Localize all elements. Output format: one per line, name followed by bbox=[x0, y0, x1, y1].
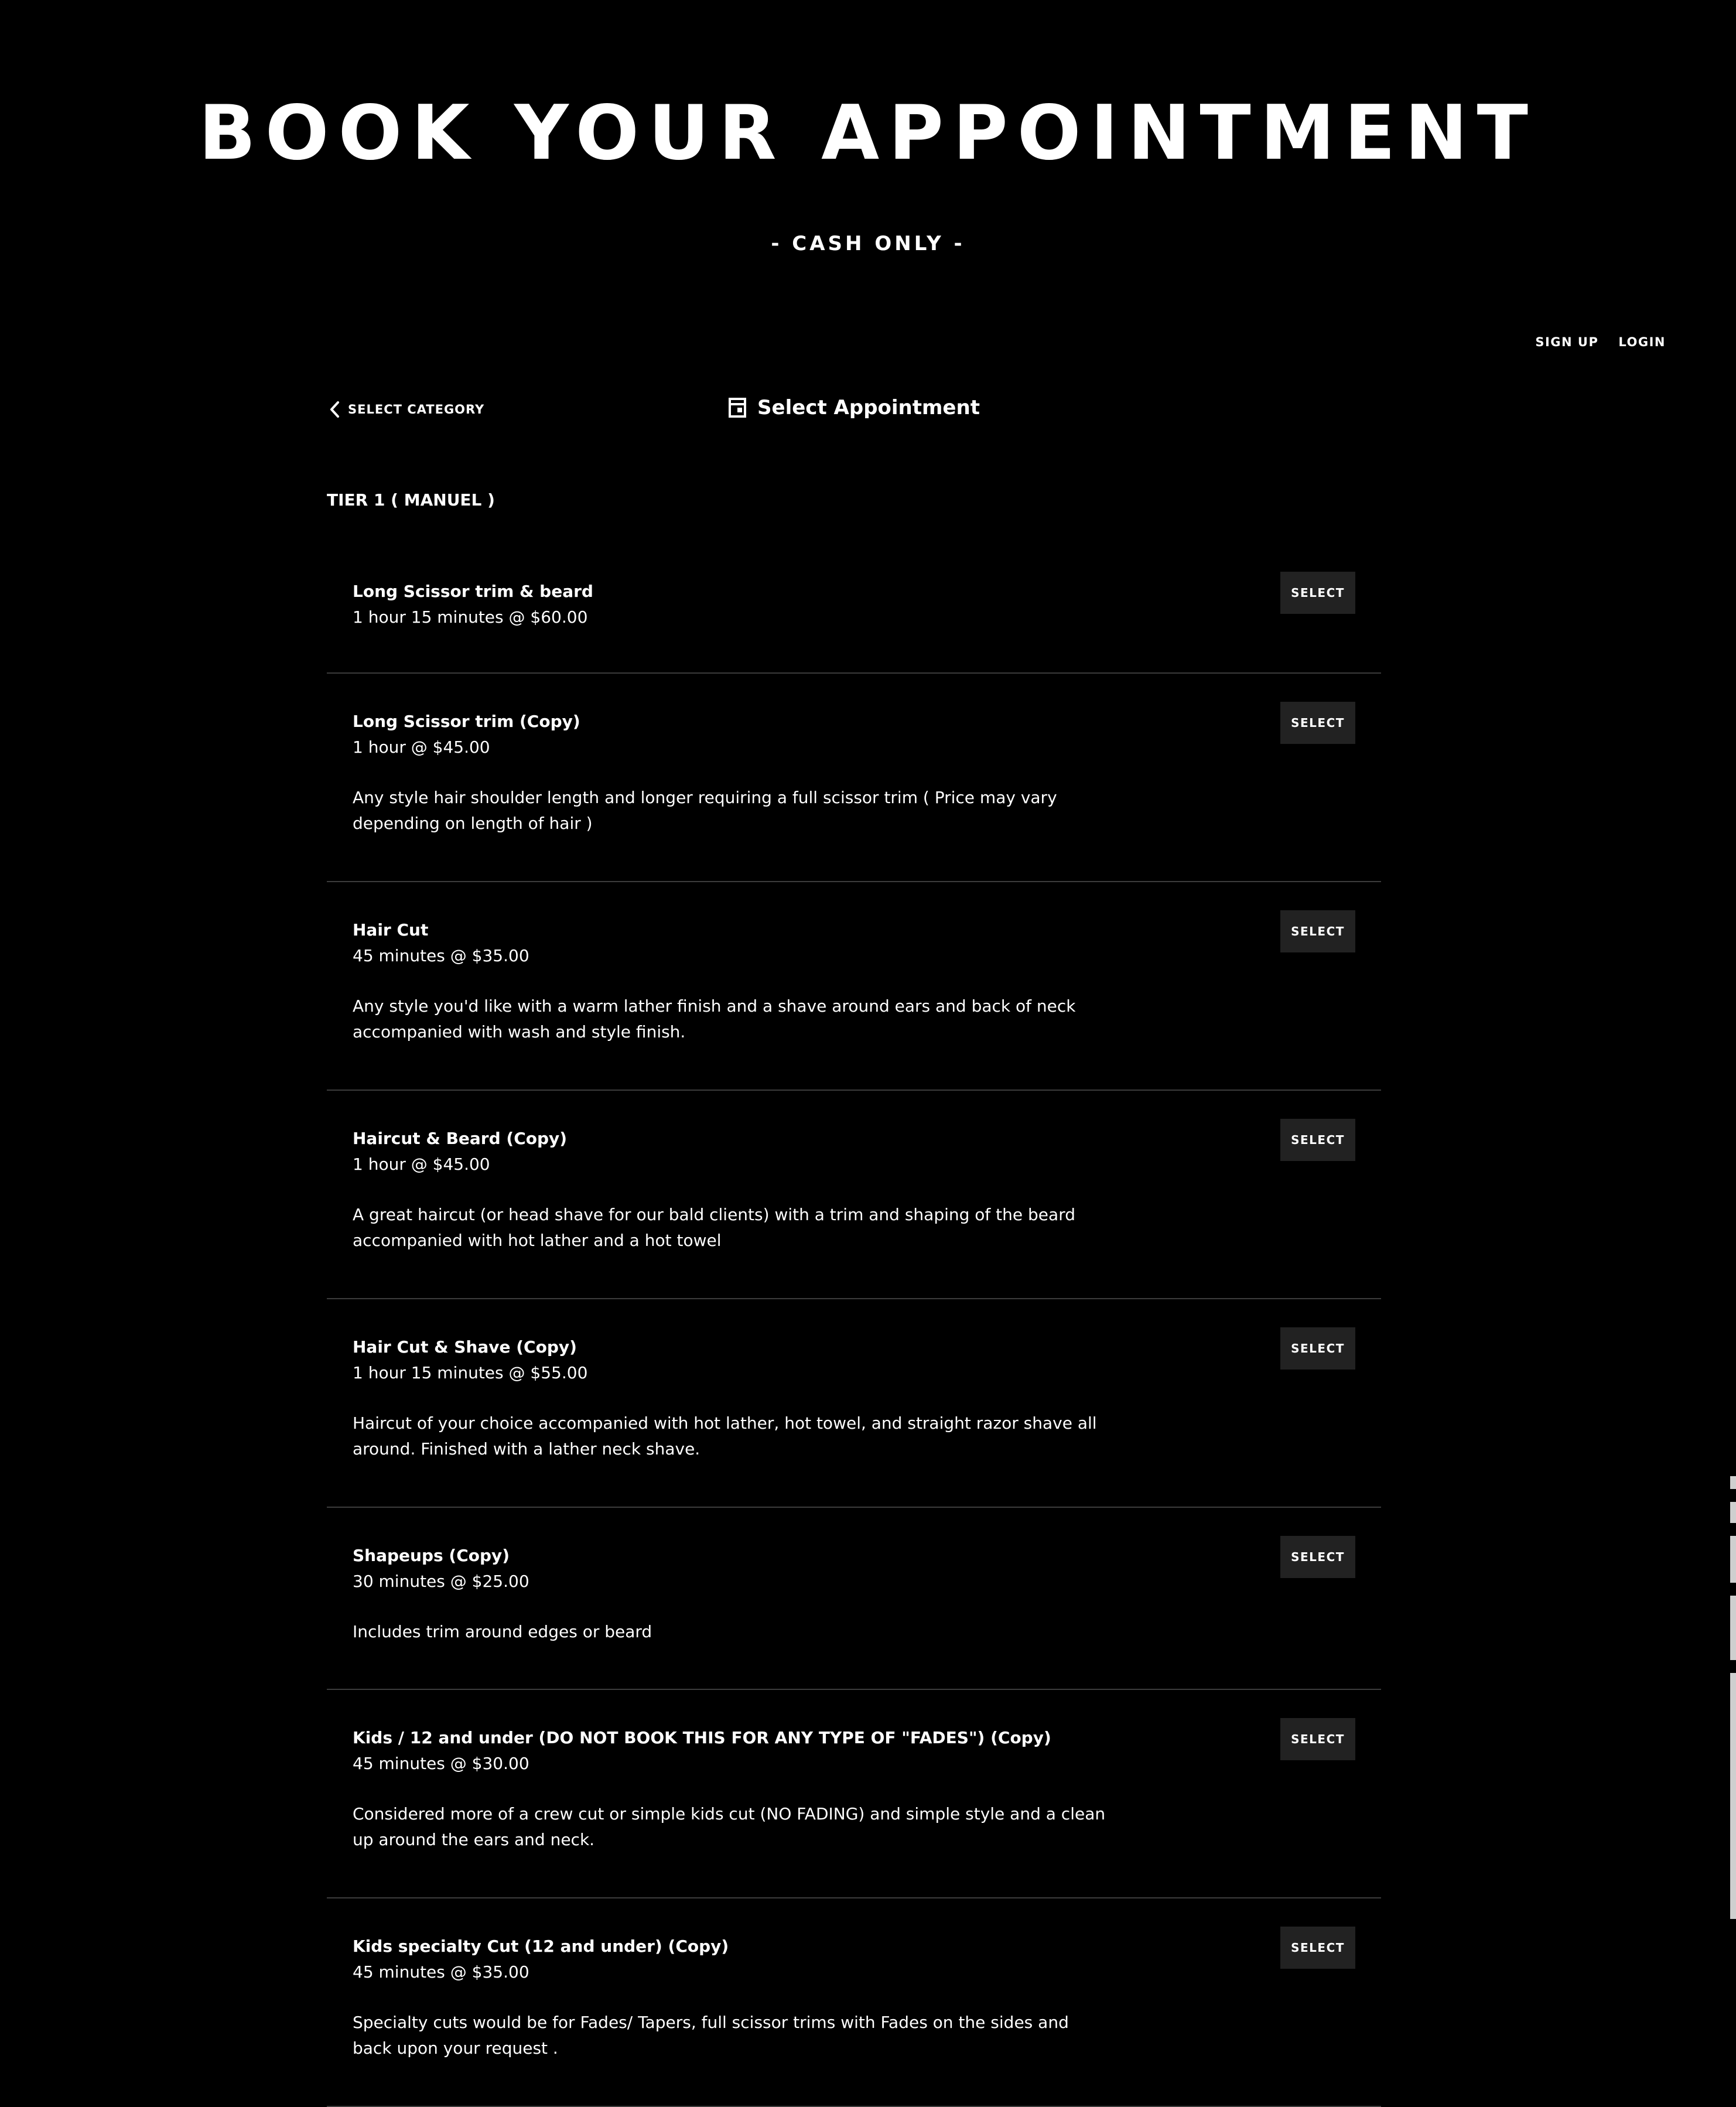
category-name: TIER 1 ( MANUEL ) bbox=[327, 490, 495, 510]
select-appointment-button[interactable]: SELECT bbox=[1280, 1327, 1355, 1370]
appointment-description: A great haircut (or head shave for our bald clients) with a trim and shaping of the beard accompanied with hot lather and a hot towel bbox=[353, 1205, 1075, 1250]
appointment-description: Any style hair shoulder length and longer requiring a full scissor trim ( Price may vary depending on length of hair ) bbox=[353, 788, 1057, 833]
select-appointment-button[interactable]: SELECT bbox=[1280, 1927, 1355, 1969]
panel-header bbox=[327, 387, 1381, 443]
appointment-name: Hair Cut bbox=[353, 920, 429, 940]
appointment-duration-price: 45 minutes @ $30.00 bbox=[353, 1754, 529, 1773]
select-appointment-button[interactable]: SELECT bbox=[1280, 702, 1355, 744]
appointment-name: Long Scissor trim & beard bbox=[353, 582, 593, 601]
select-appointment-button[interactable]: SELECT bbox=[1280, 1536, 1355, 1578]
panel-title-text: Select Appointment bbox=[757, 396, 980, 419]
appointment-name: Kids specialty Cut (12 and under) (Copy) bbox=[353, 1937, 729, 1956]
appointment-item bbox=[327, 1690, 1381, 1898]
appointment-list bbox=[327, 555, 1381, 2107]
panel-title bbox=[327, 396, 1381, 419]
appointment-name: Long Scissor trim (Copy) bbox=[353, 712, 580, 731]
appointment-duration-price: 1 hour @ $45.00 bbox=[353, 1155, 490, 1174]
appointment-description: Haircut of your choice accompanied with hot lather, hot towel, and straight razor shave all around. Finished with a lather neck shave. bbox=[353, 1413, 1097, 1459]
account-nav bbox=[1535, 335, 1666, 349]
appointment-duration-price: 1 hour 15 minutes @ $55.00 bbox=[353, 1363, 588, 1382]
appointment-item bbox=[327, 1508, 1381, 1690]
select-appointment-button[interactable]: SELECT bbox=[1280, 1119, 1355, 1161]
appointment-description: Considered more of a crew cut or simple kids cut (NO FADING) and simple style and a clean up around the ears and neck. bbox=[353, 1804, 1106, 1849]
appointment-description: Includes trim around edges or beard bbox=[353, 1622, 652, 1641]
appointment-panel bbox=[327, 387, 1381, 2107]
appointment-item bbox=[327, 1299, 1381, 1508]
appointment-item bbox=[327, 674, 1381, 882]
appointment-name: Haircut & Beard (Copy) bbox=[353, 1129, 568, 1148]
calendar-icon bbox=[728, 397, 747, 418]
appointment-duration-price: 1 hour @ $45.00 bbox=[353, 737, 490, 757]
page-subtitle: - CASH ONLY - bbox=[771, 232, 965, 255]
scrollbar-fragment bbox=[1730, 1476, 1736, 1932]
select-category-label: SELECT CATEGORY bbox=[348, 402, 485, 416]
login-link[interactable]: LOGIN bbox=[1618, 335, 1666, 349]
appointment-duration-price: 45 minutes @ $35.00 bbox=[353, 1962, 529, 1982]
appointment-duration-price: 1 hour 15 minutes @ $60.00 bbox=[353, 607, 588, 627]
appointment-description: Any style you'd like with a warm lather finish and a shave around ears and back of neck accompanied with wash and style finish. bbox=[353, 996, 1076, 1041]
select-appointment-button[interactable]: SELECT bbox=[1280, 910, 1355, 952]
select-appointment-button[interactable]: SELECT bbox=[1280, 572, 1355, 614]
appointment-item bbox=[327, 555, 1381, 674]
appointment-item bbox=[327, 882, 1381, 1091]
appointment-item bbox=[327, 1898, 1381, 2107]
appointment-duration-price: 30 minutes @ $25.00 bbox=[353, 1572, 529, 1591]
appointment-description: Specialty cuts would be for Fades/ Tapers, full scissor trims with Fades on the sides and back upon your request . bbox=[353, 2013, 1069, 2058]
appointment-name: Shapeups (Copy) bbox=[353, 1546, 510, 1565]
sign-up-link[interactable]: SIGN UP bbox=[1535, 335, 1599, 349]
page-title: BOOK YOUR APPOINTMENT bbox=[199, 90, 1537, 177]
appointment-name: Hair Cut & Shave (Copy) bbox=[353, 1337, 577, 1357]
appointment-name: Kids / 12 and under (DO NOT BOOK THIS FOR ANY TYPE OF "FADES") (Copy) bbox=[353, 1728, 1051, 1747]
select-appointment-button[interactable]: SELECT bbox=[1280, 1718, 1355, 1760]
appointment-duration-price: 45 minutes @ $35.00 bbox=[353, 946, 529, 965]
appointment-item bbox=[327, 1091, 1381, 1299]
